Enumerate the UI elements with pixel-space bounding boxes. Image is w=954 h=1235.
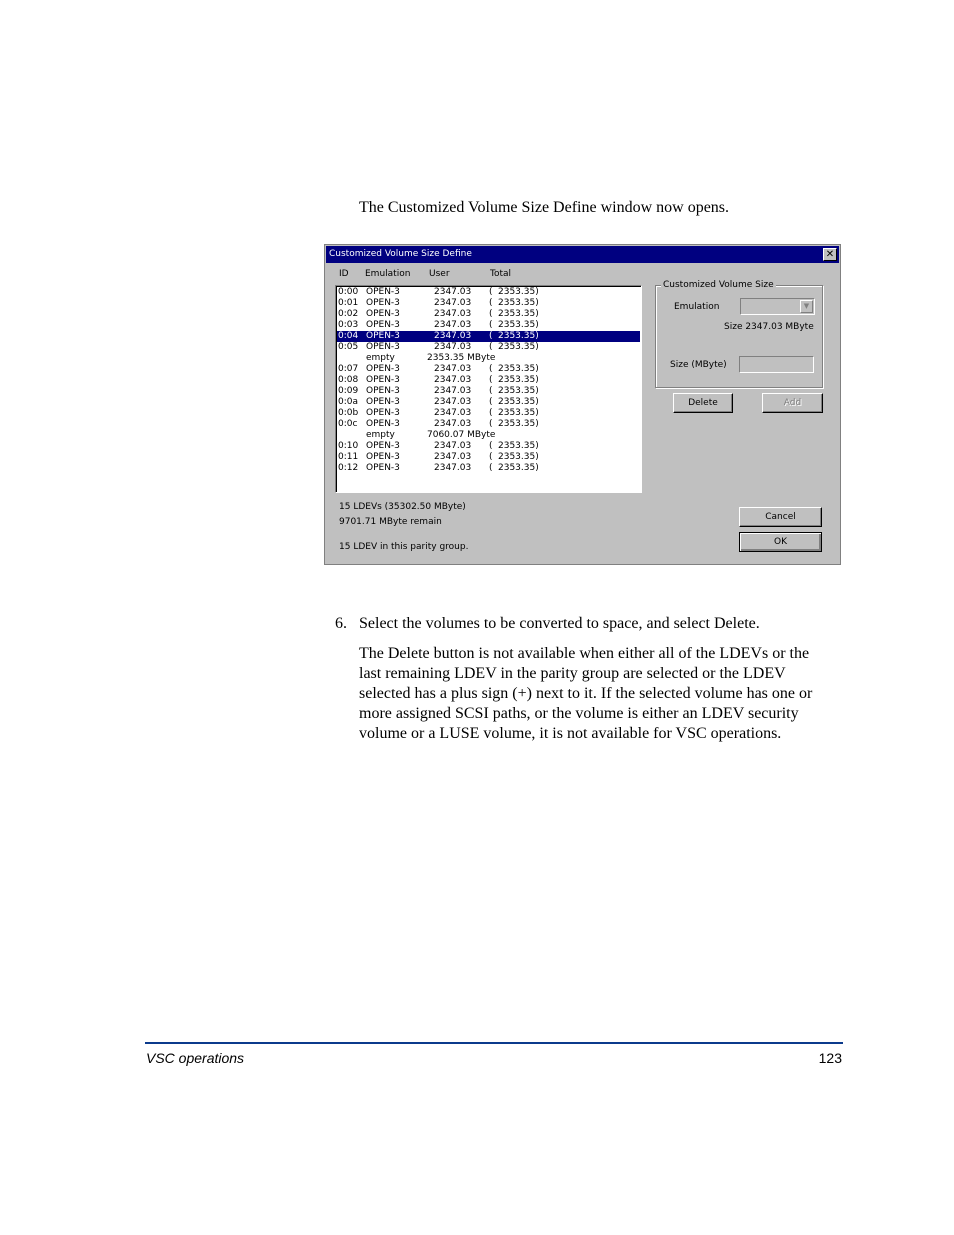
column-header-id[interactable]: ID — [339, 269, 349, 279]
row-emulation: OPEN-3 — [366, 386, 400, 396]
row-total: 2353.35) — [498, 375, 539, 385]
row-emulation: OPEN-3 — [366, 408, 400, 418]
row-id: 0:04 — [338, 331, 359, 341]
row-id: 0:09 — [338, 386, 359, 396]
list-item[interactable] — [337, 419, 640, 430]
row-emulation: OPEN-3 — [366, 441, 400, 451]
list-item[interactable] — [337, 441, 640, 452]
row-total: 2353.35) — [498, 441, 539, 451]
paragraph-line: last remaining LDEV in the parity group are selected or the LDEV — [359, 665, 786, 682]
list-item[interactable] — [337, 452, 640, 463]
paragraph-line: selected has a plus sign (+) next to it. If the selected volume has one or — [359, 685, 813, 702]
list-item[interactable] — [337, 320, 640, 331]
list-item[interactable] — [337, 386, 640, 397]
row-emulation: OPEN-3 — [366, 364, 400, 374]
row-emulation: OPEN-3 — [366, 463, 400, 473]
row-user: 2347.03 — [434, 375, 472, 385]
row-user: 2347.03 — [434, 309, 472, 319]
row-id: 0:08 — [338, 375, 359, 385]
step-number: 6. — [335, 615, 347, 632]
step-text: Select the volumes to be converted to space, and select Delete. — [359, 615, 760, 632]
row-paren: ( — [489, 320, 493, 330]
footer-rule — [145, 1042, 843, 1044]
row-empty-label: empty — [366, 353, 395, 363]
row-paren: ( — [489, 397, 493, 407]
row-user: 2347.03 — [434, 364, 472, 374]
status-parity: 15 LDEV in this parity group. — [339, 542, 469, 552]
row-user: 2347.03 — [434, 320, 472, 330]
list-item[interactable] — [337, 342, 640, 353]
paragraph-line: more assigned SCSI paths, or the volume is either an LDEV security — [359, 705, 799, 722]
row-paren: ( — [489, 375, 493, 385]
list-item[interactable] — [337, 375, 640, 386]
row-id: 0:0a — [338, 397, 358, 407]
row-paren: ( — [489, 342, 493, 352]
row-emulation: OPEN-3 — [366, 397, 400, 407]
row-total: 2353.35) — [498, 287, 539, 297]
add-button[interactable]: Add — [762, 393, 823, 413]
row-user: 2347.03 — [434, 463, 472, 473]
row-emulation: OPEN-3 — [366, 331, 400, 341]
row-total: 2353.35) — [498, 309, 539, 319]
row-id: 0:00 — [338, 287, 359, 297]
customized-volume-size-define-dialog — [324, 244, 841, 565]
row-total: 2353.35) — [498, 452, 539, 462]
row-user: 2347.03 — [434, 287, 472, 297]
list-item[interactable] — [337, 331, 640, 342]
row-id: 0:10 — [338, 441, 359, 451]
row-empty-size: 2353.35 MByte — [427, 353, 496, 363]
row-paren: ( — [489, 408, 493, 418]
list-item[interactable] — [337, 353, 640, 364]
paragraph-line: The Delete button is not available when either all of the LDEVs or the — [359, 645, 810, 662]
row-id: 0:01 — [338, 298, 359, 308]
column-header-total[interactable]: Total — [490, 269, 512, 279]
delete-button[interactable]: Delete — [673, 393, 733, 413]
row-paren: ( — [489, 419, 493, 429]
row-id: 0:07 — [338, 364, 359, 374]
row-total: 2353.35) — [498, 419, 539, 429]
row-id: 0:11 — [338, 452, 359, 462]
row-emulation: OPEN-3 — [366, 452, 400, 462]
row-emulation: OPEN-3 — [366, 287, 400, 297]
row-emulation: OPEN-3 — [366, 342, 400, 352]
emulation-select[interactable] — [740, 298, 815, 315]
row-total: 2353.35) — [498, 408, 539, 418]
cancel-button[interactable]: Cancel — [739, 507, 822, 527]
row-total: 2353.35) — [498, 320, 539, 330]
row-emulation: OPEN-3 — [366, 309, 400, 319]
footer-section: VSC operations — [146, 1050, 245, 1066]
row-id: 0:05 — [338, 342, 359, 352]
intro-text: The Customized Volume Size Define window now opens. — [359, 199, 730, 216]
emulation-label: Emulation — [674, 302, 720, 312]
row-total: 2353.35) — [498, 298, 539, 308]
row-user: 2347.03 — [434, 342, 472, 352]
row-id: 0:02 — [338, 309, 359, 319]
status-remain: 9701.71 MByte remain — [339, 517, 442, 527]
list-item[interactable] — [337, 408, 640, 419]
row-paren: ( — [489, 298, 493, 308]
list-item[interactable] — [337, 430, 640, 441]
row-paren: ( — [489, 309, 493, 319]
row-user: 2347.03 — [434, 298, 472, 308]
ldev-list[interactable] — [335, 285, 642, 493]
row-user: 2347.03 — [434, 452, 472, 462]
row-paren: ( — [489, 331, 493, 341]
row-id: 0:03 — [338, 320, 359, 330]
row-user: 2347.03 — [434, 441, 472, 451]
paragraph-line: volume or a LUSE volume, it is not available for VSC operations. — [359, 725, 782, 742]
row-id: 0:0b — [338, 408, 359, 418]
close-icon[interactable]: ✕ — [823, 248, 837, 261]
size-readout: Size 2347.03 MByte — [724, 322, 814, 332]
row-id: 0:12 — [338, 463, 359, 473]
row-total: 2353.35) — [498, 397, 539, 407]
column-header-emulation[interactable]: Emulation — [365, 269, 411, 279]
dialog-titlebar — [326, 246, 839, 263]
row-emulation: OPEN-3 — [366, 419, 400, 429]
row-paren: ( — [489, 287, 493, 297]
row-empty-size: 7060.07 MByte — [427, 430, 496, 440]
row-paren: ( — [489, 386, 493, 396]
delete-availability-paragraph — [359, 644, 843, 744]
chevron-down-icon[interactable]: ▼ — [800, 300, 813, 313]
group-title: Customized Volume Size — [663, 280, 774, 290]
row-paren: ( — [489, 441, 493, 451]
row-user: 2347.03 — [434, 419, 472, 429]
row-paren: ( — [489, 452, 493, 462]
list-item[interactable] — [337, 287, 640, 298]
column-header-user[interactable]: User — [429, 269, 450, 279]
row-total: 2353.35) — [498, 386, 539, 396]
ok-button[interactable]: OK — [739, 532, 822, 552]
row-total: 2353.35) — [498, 342, 539, 352]
list-item[interactable] — [337, 364, 640, 375]
row-user: 2347.03 — [434, 408, 472, 418]
row-paren: ( — [489, 364, 493, 374]
row-emulation: OPEN-3 — [366, 320, 400, 330]
size-input[interactable] — [739, 356, 814, 373]
status-ldevs: 15 LDEVs (35302.50 MByte) — [339, 502, 466, 512]
list-item[interactable] — [337, 298, 640, 309]
list-item[interactable] — [337, 309, 640, 320]
page-number: 123 — [818, 1050, 842, 1066]
list-item[interactable] — [337, 463, 640, 474]
row-user: 2347.03 — [434, 386, 472, 396]
row-user: 2347.03 — [434, 397, 472, 407]
row-paren: ( — [489, 463, 493, 473]
row-emulation: OPEN-3 — [366, 298, 400, 308]
row-id: 0:0c — [338, 419, 358, 429]
dialog-title: Customized Volume Size Define — [329, 249, 472, 259]
size-label: Size (MByte) — [670, 360, 727, 370]
row-total: 2353.35) — [498, 364, 539, 374]
row-empty-label: empty — [366, 430, 395, 440]
list-item[interactable] — [337, 397, 640, 408]
row-emulation: OPEN-3 — [366, 375, 400, 385]
row-total: 2353.35) — [498, 463, 539, 473]
row-user: 2347.03 — [434, 331, 472, 341]
row-total: 2353.35) — [498, 331, 539, 341]
